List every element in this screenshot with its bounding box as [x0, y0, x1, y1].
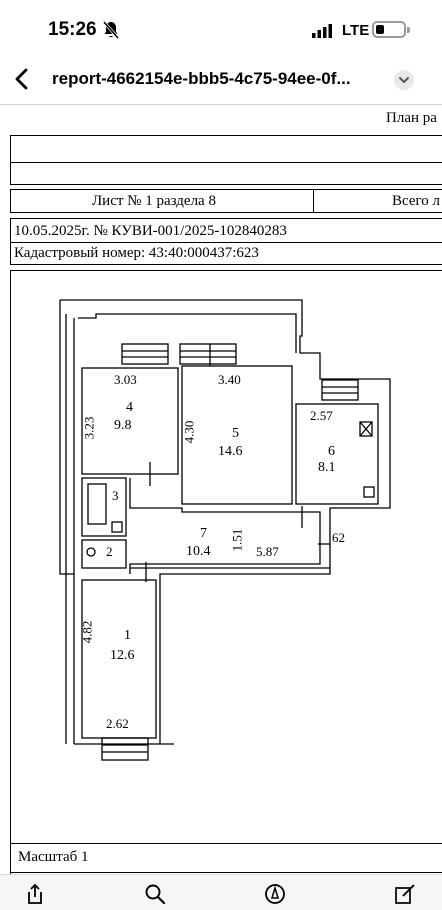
battery-tip: [407, 27, 410, 33]
sheet-label: Лист № 1 раздела 8: [92, 193, 216, 209]
dim-room1-height: 4.82: [79, 620, 95, 644]
chevron-down-icon: [394, 70, 414, 90]
room7-number: 7: [200, 526, 207, 541]
dim-wc: 2: [106, 544, 113, 559]
status-bar: [0, 0, 442, 56]
room6-number: 6: [328, 444, 335, 459]
room5-area: 14.6: [218, 444, 243, 459]
nav-bar: [0, 56, 442, 104]
bell-muted-icon: [103, 21, 119, 39]
room7-area: 10.4: [186, 544, 211, 559]
network-type: LTE: [342, 22, 370, 39]
dim-room6-width: 2.57: [310, 408, 333, 423]
dim-corridor-length: 5.87: [256, 544, 279, 559]
record-line: 10.05.2025г. № КУВИ-001/2025-102840283: [14, 223, 287, 239]
bottom-toolbar: [0, 874, 442, 910]
room4-number: 4: [126, 400, 133, 415]
document-page: [0, 104, 442, 874]
room6-area: 8.1: [318, 460, 336, 475]
dim-room5-height: 4.30: [181, 420, 197, 444]
room4-area: 9.8: [114, 418, 132, 433]
dim-room1-width: 2.62: [106, 716, 129, 731]
floor-plan: [0, 104, 442, 844]
cadastral-line: Кадастровый номер: 43:40:000437:623: [14, 245, 259, 261]
dim-room4-height: 3.23: [81, 416, 97, 440]
status-time: 15:26: [48, 19, 97, 40]
room5-number: 5: [232, 426, 239, 441]
room1-number: 1: [124, 628, 131, 643]
share-icon[interactable]: [24, 883, 46, 905]
dim-bath: 3: [112, 488, 119, 503]
room1-area: 12.6: [110, 648, 135, 663]
back-chevron-icon[interactable]: [8, 62, 36, 96]
dim-room5-width: 3.40: [218, 372, 241, 387]
battery-icon: [372, 21, 406, 38]
title-menu-button[interactable]: [394, 70, 414, 90]
edit-icon[interactable]: [394, 883, 416, 905]
dim-corridor-height: 1.51: [229, 528, 245, 552]
drawing-frame: [10, 872, 442, 873]
document-title[interactable]: report-4662154e-bbb5-4c75-94ee-0f...: [52, 69, 351, 88]
outer-wall-left: [60, 300, 74, 744]
total-label: Всего л: [392, 193, 441, 209]
signal-icon: [312, 24, 332, 38]
dim-room4-width: 3.03: [114, 372, 137, 387]
dim-corridor-side: 62: [332, 530, 345, 545]
plan-header: План ра: [386, 110, 437, 126]
markup-icon[interactable]: [264, 883, 286, 905]
scale-label: Масштаб 1: [18, 849, 89, 865]
search-icon[interactable]: [144, 883, 166, 905]
